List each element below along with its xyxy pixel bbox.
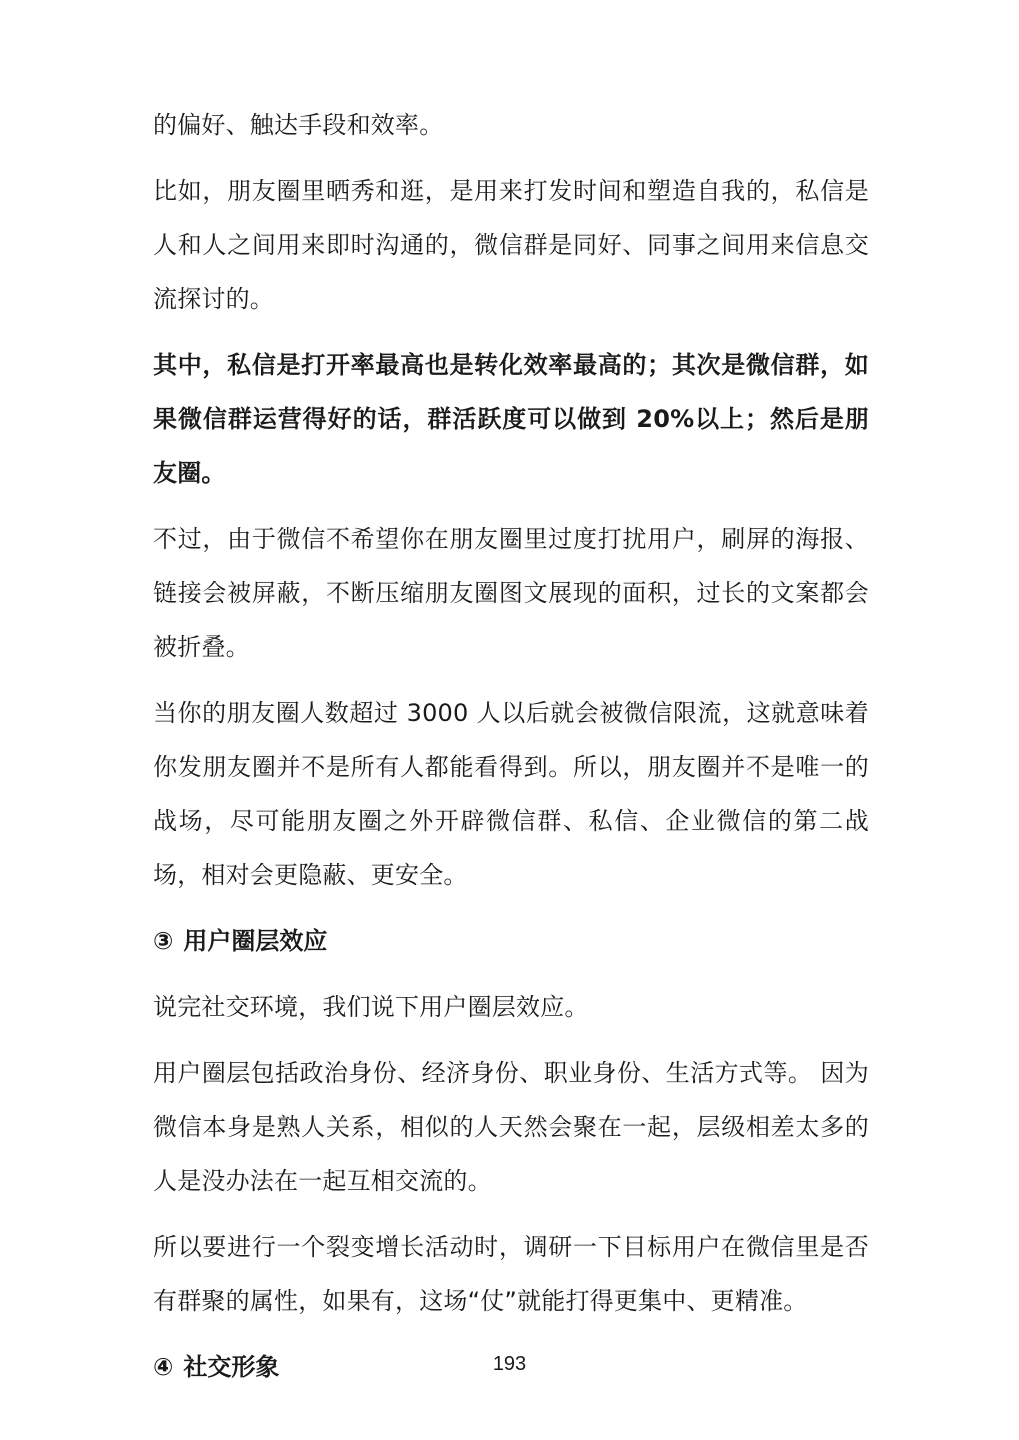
section-number: ③ bbox=[153, 927, 174, 955]
paragraph-moments-restrictions: 不过，由于微信不希望你在朋友圈里过度打扰用户，刷屏的海报、链接会被屏蔽，不断压缩朋友圈图文展现的面积，过长的文案都会被折叠。 bbox=[153, 525, 869, 661]
paragraph-example: 比如，朋友圈里晒秀和逛，是用来打发时间和塑造自我的，私信是人和人之间用来即时沟通的，微信群是同好、同事之间用来信息交流探讨的。 bbox=[153, 177, 869, 313]
section-heading-user-circle bbox=[153, 914, 869, 968]
page-content bbox=[153, 98, 869, 1406]
paragraph-circle-research: 所以要进行一个裂变增长活动时，调研一下目标用户在微信里是否有群聚的属性，如果有，这场“仗”就能打得更集中、更精准。 bbox=[153, 1233, 869, 1315]
paragraph-throttling: 当你的朋友圈人数超过 3000 人以后就会被微信限流，这就意味着你发朋友圈并不是所有人都能看得到。所以，朋友圈并不是唯一的战场，尽可能朋友圈之外开辟微信群、私信、企业微信的第二战场，相对会更隐蔽、更安全。 bbox=[153, 699, 869, 889]
page-number: 193 bbox=[492, 1353, 527, 1375]
paragraph-circle-definition: 用户圈层包括政治身份、经济身份、职业身份、生活方式等。 因为微信本身是熟人关系，相似的人天然会聚在一起，层级相差太多的人是没办法在一起互相交流的。 bbox=[153, 1059, 869, 1195]
paragraph-preference: 的偏好、触达手段和效率。 bbox=[153, 111, 444, 139]
section-number: ④ bbox=[153, 1353, 174, 1381]
section-title: 用户圈层效应 bbox=[183, 927, 328, 955]
section-title: 社交形象 bbox=[183, 1353, 280, 1381]
paragraph-conversion-rates: 其中，私信是打开率最高也是转化效率最高的；其次是微信群，如果微信群运营得好的话，群活跃度可以做到 20%以上；然后是朋友圈。 bbox=[153, 351, 869, 487]
paragraph-circle-intro: 说完社交环境，我们说下用户圈层效应。 bbox=[153, 993, 589, 1021]
